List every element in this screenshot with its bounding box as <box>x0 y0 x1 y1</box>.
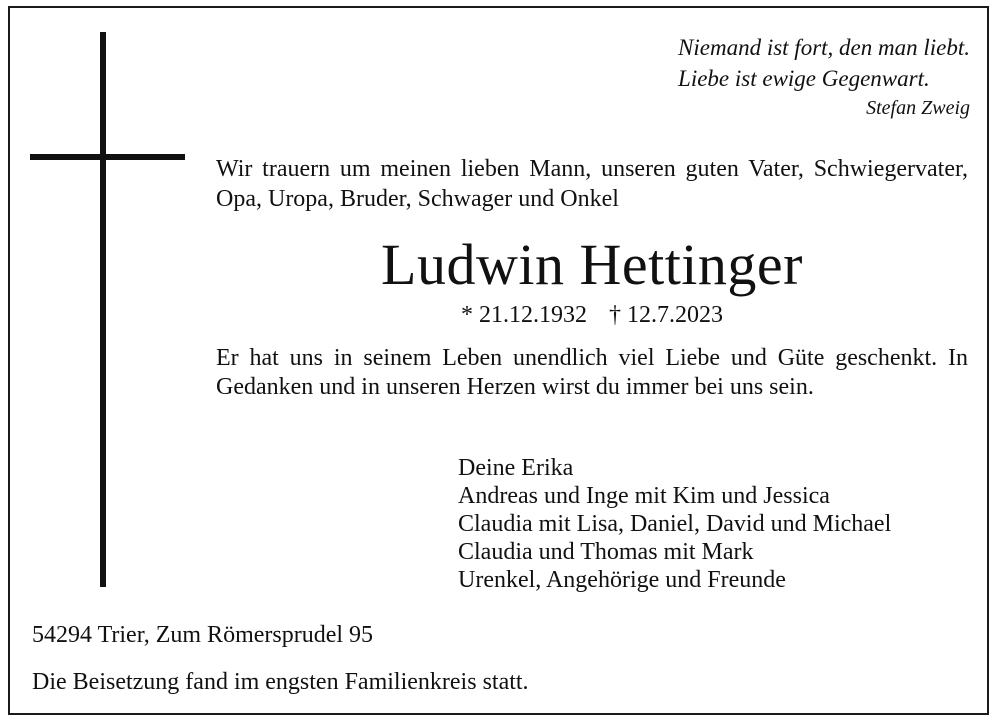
intro-text: Wir trauern um meinen lieben Mann, unseren guten Vater, Schwiegervater, Opa, Uropa, Bruder, Schwager und Onkel <box>216 156 968 212</box>
signer-line: Claudia und Thomas mit Mark <box>458 539 754 565</box>
signer-line: Claudia mit Lisa, Daniel, David und Michael <box>458 511 892 537</box>
cross-icon <box>100 32 106 587</box>
signers-list <box>458 454 978 594</box>
message-text: Er hat uns in seinem Leben unendlich viel Liebe und Güte geschenkt. In Gedanken und in unseren Herzen wirst du immer bei uns sein. <box>216 345 968 400</box>
quote-author: Stefan Zweig <box>866 97 970 119</box>
burial-notice: Die Beisetzung fand im engsten Familienkreis statt. <box>32 669 529 695</box>
quote-line: Niemand ist fort, den man liebt. <box>678 35 970 60</box>
birth-date: * 21.12.1932 <box>461 302 587 328</box>
cross-icon-crossbar <box>30 154 185 160</box>
signer-line: Andreas und Inge mit Kim und Jessica <box>458 483 830 509</box>
death-date: † 12.7.2023 <box>609 302 723 328</box>
quote-line: Liebe ist ewige Gegenwart. <box>678 66 930 91</box>
signer-line: Deine Erika <box>458 455 574 481</box>
life-dates <box>216 300 968 330</box>
deceased-name: Ludwin Hettinger <box>381 232 803 297</box>
quote-block <box>678 32 970 122</box>
address: 54294 Trier, Zum Römersprudel 95 <box>32 622 374 648</box>
signer-line: Urenkel, Angehörige und Freunde <box>458 567 786 593</box>
